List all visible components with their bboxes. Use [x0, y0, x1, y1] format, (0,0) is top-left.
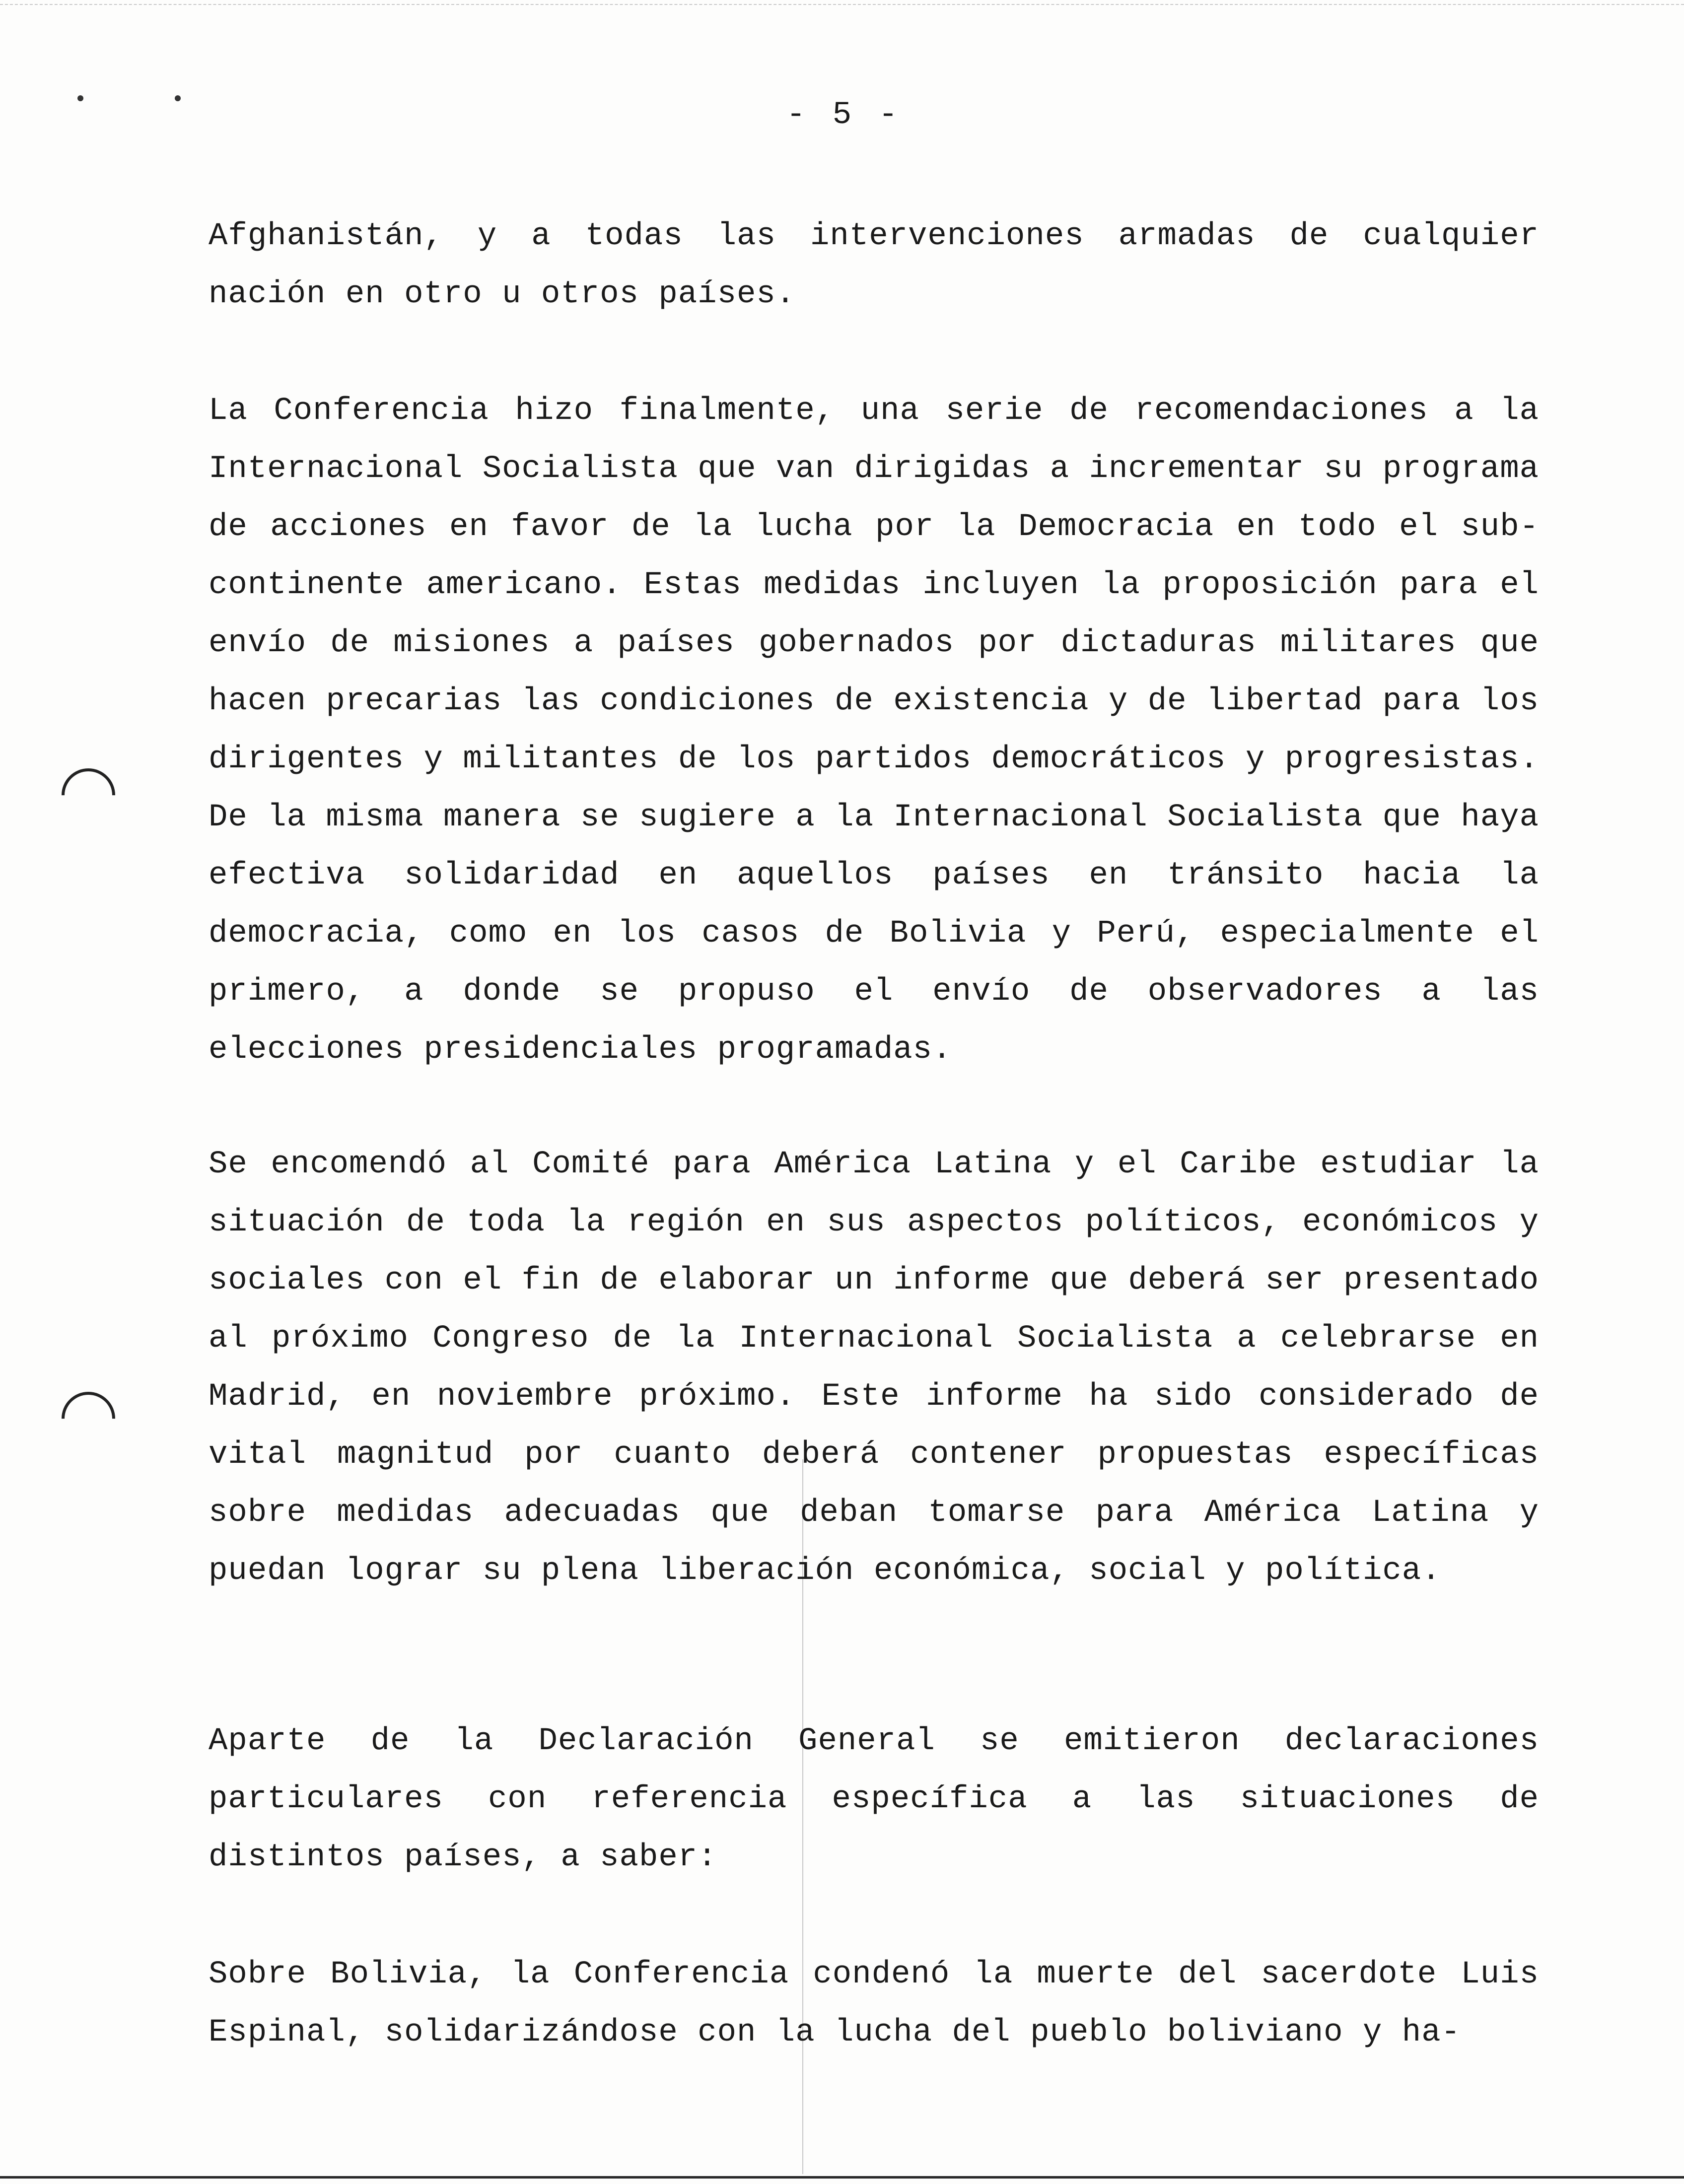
- page-number: - 5 -: [786, 97, 902, 133]
- paragraph-bolivia: Sobre Bolivia, la Conferencia condenó la muerte del sacerdote Luis Espinal, solidarizándose con la lucha del pueblo boliviano y ha-: [209, 1957, 1539, 2050]
- scan-speck: [175, 95, 181, 101]
- paragraph-declarations: Aparte de la Declaración General se emitieron declaraciones particulares con referencia específica a las situaciones de distintos países, a saber:: [209, 1723, 1539, 1875]
- paragraph-committee: Se encomendó al Comité para América Latina y el Caribe estudiar la situación de toda la región en sus aspectos políticos, económicos y sociales con el fin de elaborar un informe que deberá ser presentado al próximo Congreso de la Internacional Socialista a celebrarse en Madrid, en noviembre próximo. Este informe ha sido considerado de vital magnitud por cuanto deberá contener propuestas específicas sobre medidas adecuadas que deban tomarse para América Latina y puedan lograr su plena liberación económica, social y política.: [209, 1147, 1539, 1589]
- paragraph-afghanistan: Afghanistán, y a todas las intervenciones armadas de cualquier nación en otro u otros países.: [209, 218, 1539, 312]
- punch-hole-mark: [51, 1381, 127, 1457]
- punch-hole-mark: [51, 757, 127, 833]
- paragraph-recommendations: La Conferencia hizo finalmente, una serie de recomendaciones a la Internacional Socialista que van dirigidas a incrementar su programa de acciones en favor de la lucha por la Democracia en todo el sub-continente americano. Estas medidas incluyen la proposición para el envío de misiones a países gobernados por dictaduras militares que hacen precarias las condiciones de existencia y de libertad para los dirigentes y militantes de los partidos democráticos y progresistas. De la misma manera se sugiere a la Internacional Socialista que haya efectiva solidaridad en aquellos países en tránsito hacia la democracia, como en los casos de Bolivia y Perú, especialmente el primero, a donde se propuso el envío de observadores a las elecciones presidenciales programadas.: [209, 393, 1539, 1068]
- scan-speck: [77, 95, 83, 101]
- page-bottom-edge: [0, 2176, 1684, 2179]
- page-top-edge: [0, 0, 1684, 5]
